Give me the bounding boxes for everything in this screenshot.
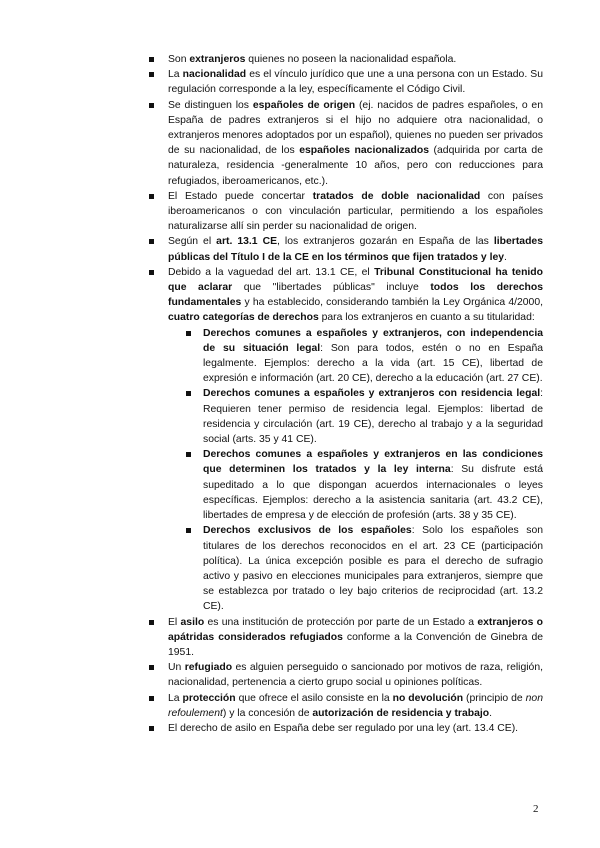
text: El (168, 616, 181, 628)
bold-text: art. 13.1 CE (216, 236, 278, 248)
text: es alguien perseguido o sancionado por motivos de raza, religión, nacionalidad, pertenencia a cierto grupo social u opiniones políticas. (168, 662, 544, 689)
bold-text: cuatro categorías de derechos (168, 312, 319, 324)
bold-text: protección (182, 692, 236, 704)
text: , los extranjeros gozarán en España de las (277, 236, 494, 248)
text: La (168, 69, 183, 81)
bold-text: Derechos comunes a españoles y extranjeros, con independencia de su situación legal (203, 327, 543, 354)
list-item (148, 660, 543, 690)
document-body (148, 52, 543, 736)
text: : Son para todos, estén o no en España legalmente. Ejemplos: derecho a la vida (art. 15 CE), libertad de expresión e información (art. 20 CE), derecho a la educación (art. 27 CE). (203, 342, 544, 385)
list-item (148, 234, 543, 264)
bold-text: autorización de residencia y trabajo (312, 707, 490, 719)
text: Según el (168, 236, 217, 248)
bold-text: Derechos comunes a españoles y extranjeros en las condiciones que determinen los tratados y la ley interna (203, 449, 543, 476)
text: El derecho de asilo en España debe ser regulado por una ley (art. 13.4 CE). (168, 722, 519, 734)
text: . (504, 251, 507, 263)
bullet-list (148, 52, 543, 736)
bold-text: españoles de origen (252, 99, 356, 111)
bold-text: asilo (180, 616, 205, 628)
list-item (148, 98, 543, 189)
sub-bullet-list (168, 326, 543, 615)
bold-text: extranjeros o apátridas considerados refugiados (168, 616, 543, 643)
list-item (148, 52, 543, 67)
text: Se distinguen los (168, 99, 253, 111)
bold-text: libertades públicas del Título I de la CE en los términos que fijen tratados y ley (168, 236, 543, 263)
text: : Solo los españoles son titulares de los derechos reconocidos en el art. 23 CE (participación política). La única excepción posible es para el derecho de sufragio activo y pasivo en elecciones municipales para extranjeros, siempre que se establezca por tratado o ley bajo criterios de reciprocidad (art. 13.2 CE). (203, 525, 543, 613)
text: (ej. nacidos de padres españoles, o en España de padres extranjeros si el hijo no adquiere otra nacionalidad, o extranjeros menores adoptados por un español), quienes no pueden ser privados de su nacionalidad, de los (168, 99, 543, 157)
list-item (148, 721, 543, 736)
list-item (148, 67, 543, 97)
text: conforme a la Convención de Ginebra de 1951. (168, 631, 543, 658)
bold-text: españoles nacionalizados (299, 145, 430, 157)
text: (adquirida por carta de naturaleza, residencia -generalmente 10 años, pero con reducciones para refugiados, iberoamericanos, etc.). (168, 145, 543, 187)
bold-text: nacionalidad (182, 69, 247, 81)
list-item (185, 326, 543, 387)
bold-text: Derechos comunes a españoles y extranjeros con residencia legal (203, 388, 541, 400)
list-item (148, 265, 543, 615)
text: y ha establecido, considerando también la Ley Orgánica 4/2000, (241, 297, 543, 309)
bold-text: refugiado (184, 662, 233, 674)
bold-text: Derechos exclusivos de los españoles (203, 525, 412, 537)
text: . (489, 707, 492, 719)
text: El Estado puede concertar (168, 190, 313, 202)
text: Un (168, 662, 185, 674)
text: que "libertades públicas" incluye (232, 282, 431, 294)
bold-text: tratados de doble nacionalidad (312, 190, 481, 202)
bold-text: extranjeros (189, 54, 246, 65)
text: es el vínculo jurídico que une a una persona con un Estado. Su regulación corresponde a la ley, específicamente el Código Civil. (168, 69, 543, 96)
text: para los extranjeros en cuanto a su titularidad: (318, 312, 535, 324)
text: : Requieren tener permiso de residencia legal. Ejemplos: libertad de residencia y circulación (art. 19 CE), derecho al trabajo y a la seguridad social (arts. 35 y 41 CE). (203, 388, 543, 446)
text: quienes no poseen la nacionalidad española. (245, 54, 457, 65)
list-item (185, 447, 543, 523)
text: ) y la concesión de (222, 707, 313, 719)
text: (principio de (463, 692, 526, 704)
list-item (185, 523, 543, 614)
bold-text: no devolución (392, 692, 464, 704)
text: : Su disfrute está supeditado a lo que dispongan acuerdos internacionales o leyes específicas. Ejemplos: derecho a la asistencia sanitaria (art. 43.2 CE), libertades de empresa y de elección de profesión (arts. 38 y 35 CE). (203, 464, 543, 522)
text: Son (168, 54, 190, 65)
list-item (148, 691, 543, 721)
bold-text: todos los derechos fundamentales (168, 282, 543, 309)
text: es una institución de protección por parte de un Estado a (204, 616, 478, 628)
italic-text: non refoulement (168, 692, 543, 719)
text: que ofrece el asilo consiste en la (235, 692, 393, 704)
list-item (148, 615, 543, 661)
text: La (168, 692, 183, 704)
list-item (148, 189, 543, 235)
text: con países iberoamericanos o con vinculación particular, permitiendo a los españoles naturalizarse allí sin perder su nacionalidad de origen. (168, 190, 544, 233)
list-item (185, 386, 543, 447)
page-number: 2 (533, 803, 539, 815)
bold-text: Tribunal Constitucional ha tenido que aclarar (168, 266, 543, 294)
text: Debido a la vaguedad del art. 13.1 CE, el (168, 266, 375, 278)
